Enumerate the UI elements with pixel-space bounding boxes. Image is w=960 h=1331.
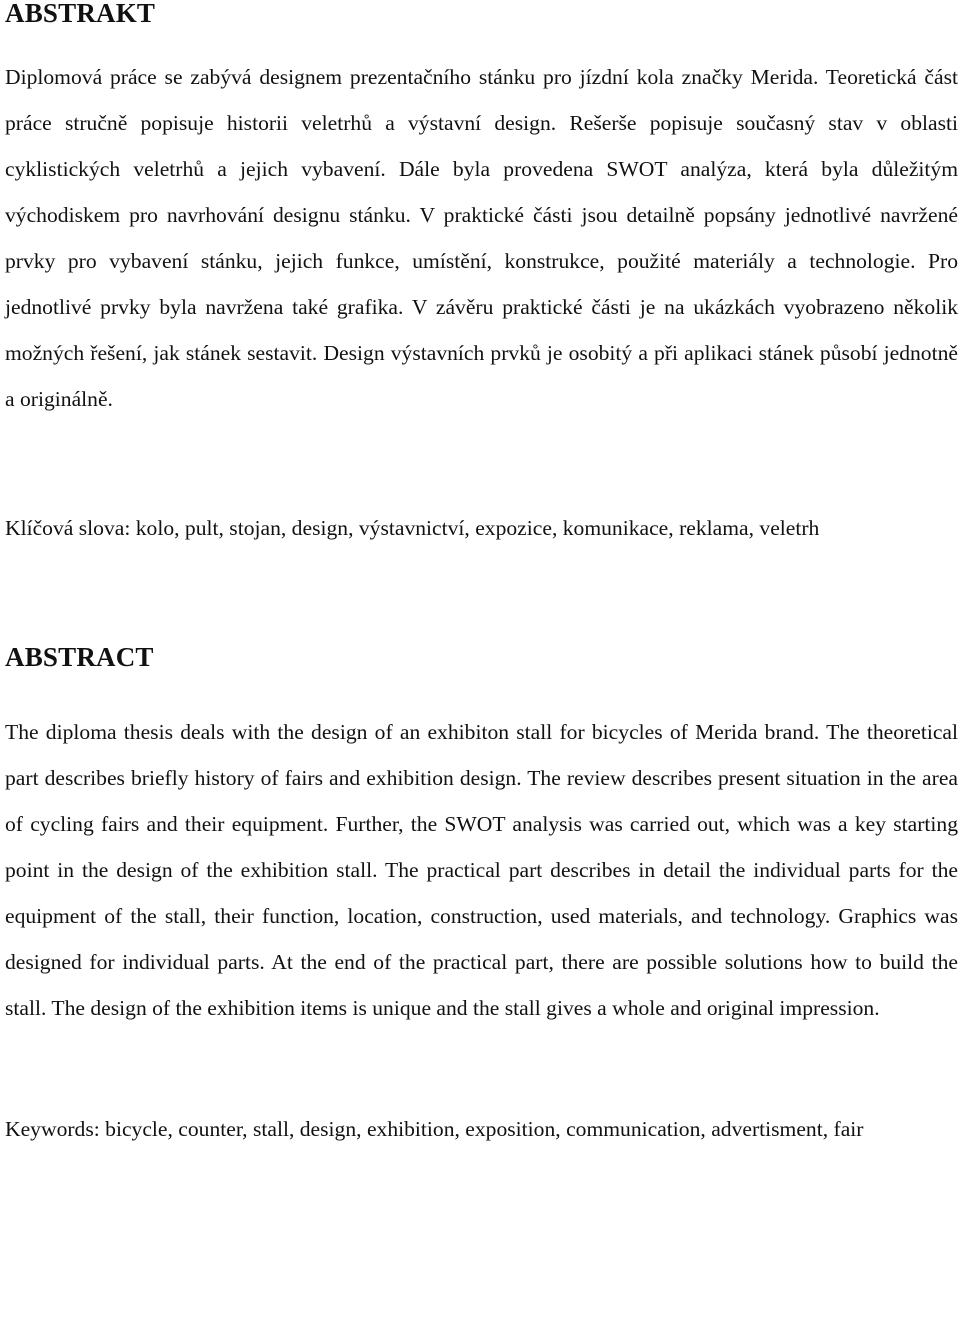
abstract-english-paragraph: The diploma thesis deals with the design of an exhibiton stall for bicycles of Merida brand. The theoretical part describes briefly history of fairs and exhibition design. The review describes present situation in the area of cycling fairs and their equipment. Further, the SWOT analysis was carried out, which was a key starting point in the design of the exhibition stall. The practical part describes in detail the individual parts for the equipment of the stall, their function, location, construction, used materials, and technology. Graphics was designed for individual parts. At the end of the practical part, there are possible solutions how to build the stall. The design of the exhibition items is unique and the stall gives a whole and original impression. <box>5 720 958 1020</box>
keywords-czech: Klíčová slova: kolo, pult, stojan, design, výstavnictví, expozice, komunikace, reklama, veletrh <box>5 516 820 540</box>
keywords-english: Keywords: bicycle, counter, stall, design, exhibition, exposition, communication, advertisment, fair <box>5 1117 864 1141</box>
heading-abstract: ABSTRACT <box>5 642 154 672</box>
abstract-czech-paragraph: Diplomová práce se zabývá designem prezentačního stánku pro jízdní kola značky Merida. Teoretická část práce stručně popisuje historii veletrhů a výstavní design. Rešerše popisuje současný stav v oblasti cyklistických veletrhů a jejich vybavení. Dále byla provedena SWOT analýza, která byla důležitým východiskem pro navrhování designu stánku. V praktické části jsou detailně popsány jednotlivé navržené prvky pro vybavení stánku, jejich funkce, umístění, konstrukce, použité materiály a technologie. Pro jednotlivé prvky byla navržena také grafika. V závěru praktické části je na ukázkách vyobrazeno několik možných řešení, jak stánek sestavit. Design výstavních prvků je osobitý a při aplikaci stánek působí jednotně a originálně. <box>5 65 958 411</box>
heading-abstrakt: ABSTRAKT <box>5 0 156 28</box>
document-page <box>5 0 958 1152</box>
